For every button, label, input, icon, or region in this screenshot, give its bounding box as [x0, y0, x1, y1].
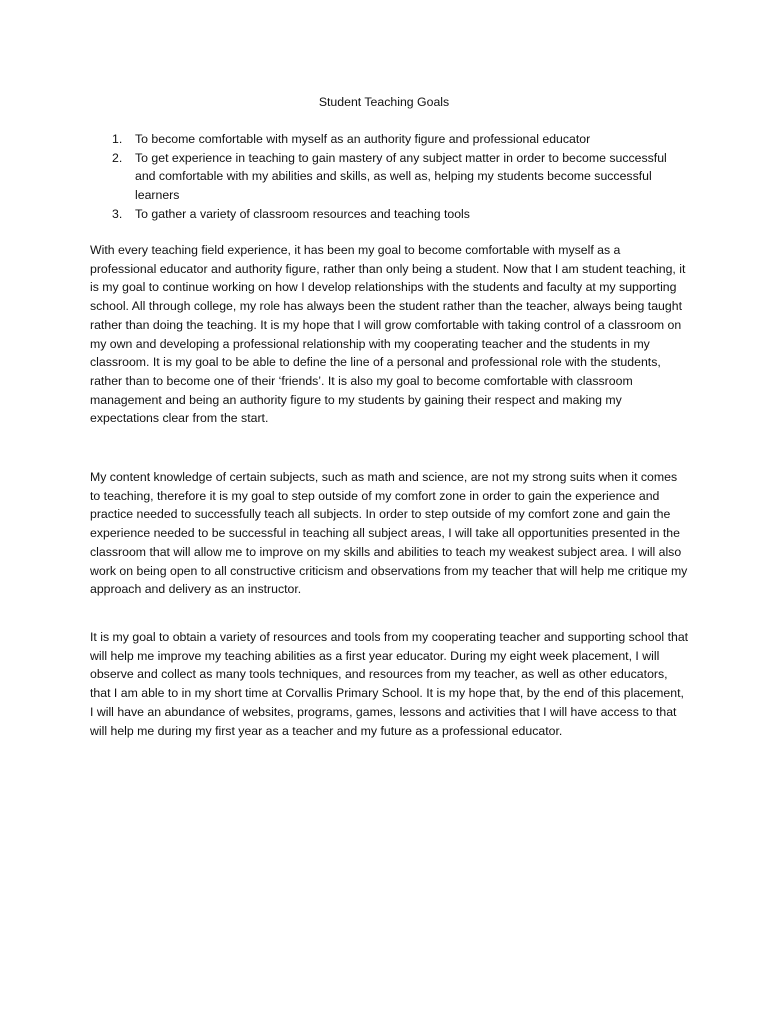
paragraph-resources: It is my goal to obtain a variety of resources and tools from my cooperating teacher and supporting school that will help me improve my teaching abilities as a first year educator. During my eight week placement, I will observe and collect as many tools techniques, and resources from my teacher, as well as other educators, that I am able to in my short time at Corvallis Primary School. It is my hope that, by the end of this placement, I will have an abundance of websites, programs, games, lessons and activities that I will have access to that will help me during my first year as a teacher and my future as a professional educator.: [90, 630, 689, 738]
goal-text: To get experience in teaching to gain mastery of any subject matter in order to become successful and comfortable with my abilities and skills, as well as, helping my students become successful learners: [135, 150, 667, 203]
goal-item-2: [90, 149, 690, 205]
page-title: Student Teaching Goals: [318, 95, 450, 109]
paragraph-authority: With every teaching field experience, it has been my goal to become comfortable with myself as a professional educator and authority figure, rather than only being a student. Now that I am student teaching, it is my goal to continue working on how I develop relationships with the students and faculty at my supporting school. All through college, my role has always been the student rather than the teacher, always being taught rather than doing the teaching. It is my hope that I will grow comfortable with taking control of a classroom on my own and developing a professional relationship with my cooperating teacher and the students in my classroom. It is my goal to be able to define the line of a personal and professional role with the students, rather than to become one of their ‘friends’. It is also my goal to become comfortable with classroom management and being an authority figure to my students by gaining their respect and making my expectations clear from the start.: [90, 243, 686, 426]
goal-number: 2.: [112, 150, 123, 165]
goal-text: To become comfortable with myself as an authority figure and professional educator: [135, 132, 591, 146]
paragraph-content-knowledge: My content knowledge of certain subjects, such as math and science, are not my strong suits when it comes to teaching, therefore it is my goal to step outside of my comfort zone in order to gain the experience and practice needed to successfully teach all subjects. In order to step outside of my comfort zone and gain the experience needed to be successful in teaching all subject areas, I will take all opportunities presented in the classroom that will allow me to improve on my skills and abilities to teach my weakest subject area. I will also work on being open to all constructive criticism and observations from my teacher that will help me critique my approach and delivery as an instructor.: [90, 470, 688, 597]
goal-item-3: [90, 205, 690, 224]
goals-list: [90, 130, 690, 224]
goal-item-1: [90, 130, 690, 149]
goal-number: 1.: [112, 132, 123, 146]
goal-number: 3.: [112, 206, 123, 221]
goal-text: To gather a variety of classroom resources and teaching tools: [135, 206, 470, 221]
